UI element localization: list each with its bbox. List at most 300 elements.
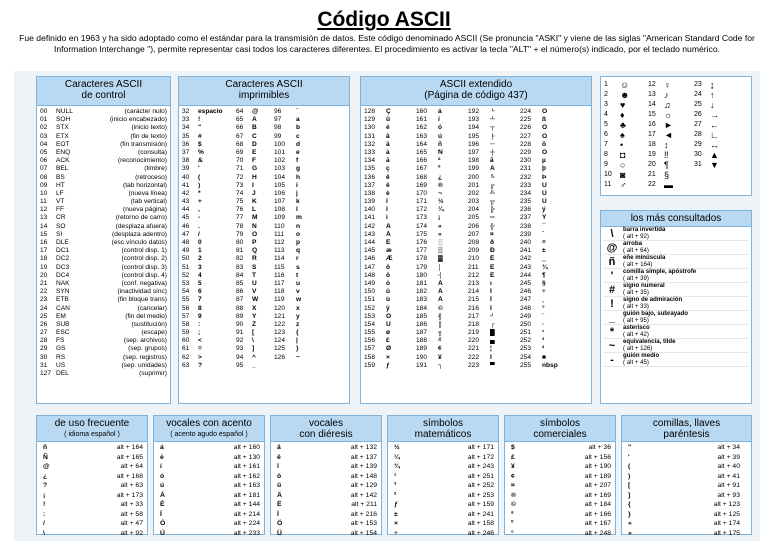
- symbol-glyph: ◙: [620, 170, 626, 180]
- cell-char: [: [252, 329, 255, 337]
- symbol-code: 6: [604, 131, 608, 138]
- cell-code: 138: [364, 189, 376, 197]
- cell-code: 186: [416, 320, 428, 328]
- cell-char: /: [43, 520, 45, 527]
- cell-code: 204: [468, 206, 480, 214]
- consulted-text: [620, 353, 659, 366]
- cell-code: 36: [182, 140, 190, 148]
- symbol-glyph: ▲: [710, 150, 719, 160]
- cell-char: H: [252, 173, 257, 181]
- cell-char: ¿: [43, 472, 48, 480]
- cell-char: ~: [296, 353, 300, 361]
- table-row: [41, 453, 143, 463]
- cell-code: alt + 47: [120, 520, 143, 527]
- cell-char: ¨: [542, 312, 545, 320]
- cell-char: Ù: [542, 198, 547, 206]
- cell-code: alt + 166: [584, 510, 611, 518]
- cell-char: ±: [394, 510, 398, 518]
- cell-char: j: [296, 189, 298, 197]
- table-row: [182, 149, 346, 157]
- cell-char: ã: [490, 157, 494, 165]
- symbol-glyph: ↔: [710, 140, 719, 150]
- cell-char: ´: [542, 230, 545, 238]
- cell-char: ─: [490, 140, 495, 148]
- cell-char: DC4: [56, 271, 70, 279]
- cell-code: 159: [364, 361, 376, 369]
- cell-code: 140: [364, 206, 376, 214]
- cell-char: ?: [43, 482, 48, 489]
- cell-code: 113: [274, 247, 285, 255]
- cell-description: (inactividad sínc): [117, 288, 167, 296]
- cell-code: 131: [364, 132, 376, 140]
- cell-code: 37: [182, 148, 190, 156]
- cell-code: 142: [364, 222, 376, 230]
- table-row: [40, 313, 167, 321]
- cell-code: 10: [40, 189, 48, 197]
- symbol-glyph: →: [710, 110, 719, 120]
- cell-code: alt + 251: [467, 472, 494, 480]
- cell-char: ¿: [438, 173, 443, 181]
- cell-char: Ø: [386, 345, 392, 353]
- cell-code: alt + 168: [116, 472, 143, 480]
- table-row: [41, 481, 143, 491]
- cell-code: 241: [520, 247, 532, 255]
- cell-char: ä: [386, 140, 390, 148]
- cell-char: ■: [542, 353, 546, 361]
- cell-code: 132: [364, 140, 376, 148]
- table-row: [182, 313, 346, 321]
- cell-char: ¾: [394, 463, 400, 470]
- cell-char: SO: [56, 222, 66, 230]
- cell-code: 247: [520, 296, 532, 304]
- table-row: [364, 182, 588, 190]
- cell-char: SOH: [56, 116, 71, 124]
- cell-description: (inicio texto): [131, 124, 167, 132]
- cell-char: c: [296, 132, 300, 140]
- symbol-row: [604, 140, 648, 150]
- table-row: [182, 264, 346, 272]
- cell-char: DEL: [56, 370, 69, 377]
- cell-code: 95: [236, 361, 244, 369]
- cell-char: 9: [198, 312, 202, 320]
- cell-char: ESC: [56, 329, 70, 337]
- cell-code: 229: [520, 148, 532, 156]
- consulted-code: ( alt + 95): [623, 316, 649, 324]
- cell-code: 145: [364, 247, 376, 255]
- cell-char: [: [628, 482, 631, 489]
- consulted-code: ( alt + 164): [623, 260, 653, 268]
- table-row: [40, 231, 167, 239]
- symbol-row: [604, 80, 648, 90]
- cell-code: alt + 33: [120, 501, 143, 508]
- table-row: [509, 462, 611, 472]
- cell-code: 110: [274, 222, 285, 230]
- cell-code: alt + 165: [116, 453, 143, 461]
- cell-char: Ê: [490, 255, 495, 263]
- symbol-code: 29: [694, 141, 702, 148]
- symbol-glyph: ♪: [664, 90, 669, 100]
- cell-char: ¯: [542, 222, 546, 230]
- table-row: [364, 280, 588, 288]
- cell-char: DC2: [56, 255, 70, 263]
- cell-code: 16: [40, 239, 48, 246]
- cell-char: ï: [277, 463, 279, 470]
- cell-char: â: [386, 132, 390, 140]
- cell-description: (reconocimiento): [117, 157, 167, 165]
- table-row: [182, 305, 346, 313]
- table-row: [275, 481, 377, 491]
- cell-code: 46: [182, 222, 190, 230]
- cell-code: 141: [364, 214, 376, 222]
- cell-char: ': [198, 165, 200, 173]
- cell-code: 118: [274, 288, 285, 296]
- math-panel: [387, 415, 499, 535]
- cell-code: 32: [182, 108, 190, 115]
- table-row: [40, 321, 167, 329]
- cell-code: 147: [364, 263, 376, 271]
- cell-char: ý: [542, 206, 546, 214]
- cell-description: (retroceso): [135, 173, 167, 181]
- cell-char: -: [198, 214, 201, 222]
- cell-code: 129: [364, 116, 376, 124]
- cell-code: 162: [416, 124, 428, 132]
- table-row: [40, 255, 167, 263]
- consulted-item: [604, 269, 748, 283]
- accent-table: [154, 442, 264, 539]
- cell-code: alt + 153: [350, 520, 377, 527]
- cell-char: Å: [386, 230, 391, 238]
- cell-code: 166: [416, 157, 428, 165]
- symbol-glyph: ↑: [710, 90, 715, 100]
- table-row: [182, 165, 346, 173]
- cell-char: À: [438, 296, 443, 304]
- cell-code: 220: [468, 337, 480, 345]
- cell-code: 26: [40, 320, 48, 328]
- cell-description: (inicio encabezado): [109, 116, 167, 124]
- cell-char: ı: [490, 279, 492, 287]
- consulted-char: -: [610, 353, 614, 366]
- cell-char: :: [198, 320, 201, 328]
- symbol-glyph: ►: [664, 120, 673, 130]
- cell-description: (sustitución): [131, 320, 167, 328]
- cell-char: ò: [386, 279, 391, 287]
- table-row: [364, 231, 588, 239]
- cell-char: $: [511, 444, 515, 451]
- table-row: [40, 116, 167, 124]
- most-consulted-panel: [600, 210, 752, 404]
- cell-code: 61: [182, 345, 190, 353]
- quotes-header: comillas, llaves paréntesis: [622, 416, 751, 442]
- table-row: [275, 453, 377, 463]
- cell-code: 45: [182, 214, 190, 222]
- cell-code: 24: [40, 304, 48, 312]
- cell-code: alt + 41: [717, 472, 740, 480]
- cell-code: 184: [416, 304, 428, 312]
- consulted-char: *: [609, 325, 615, 338]
- cell-char: ÿ: [386, 304, 390, 312]
- table-row: [392, 519, 494, 529]
- symbol-code: 23: [694, 81, 702, 88]
- cell-description: (control disp. 4): [121, 271, 167, 279]
- symbol-code: 13: [648, 91, 656, 98]
- cell-char: +: [198, 198, 202, 206]
- symbol-glyph: ♣: [620, 120, 626, 130]
- intro-text: Fue definido en 1963 y ha sido adoptado como el estándar para la transmisión de datos. Este código denominado ASCII (Se pronuncia "ASKI" y viene de las siglas "American Standard Code for Information Interchange "), permite representar casi todos los caracteres diferentes. El procedimiento es activar la tecla "ALT" + el número(s) indicado, por el teclado numérico.: [19, 33, 755, 54]
- table-row: [182, 362, 346, 370]
- table-row: [275, 443, 377, 453]
- cell-code: 66: [236, 124, 244, 132]
- cell-code: 59: [182, 329, 190, 337]
- cell-code: 211: [468, 263, 479, 271]
- consulted-char: ñ: [608, 255, 616, 268]
- cell-code: 34: [182, 124, 190, 132]
- cell-char: §: [542, 279, 546, 287]
- cell-description: (suprimir): [139, 370, 167, 377]
- cell-code: 93: [236, 345, 244, 353]
- cell-char: 0: [198, 239, 202, 246]
- cell-code: 158: [364, 353, 376, 361]
- cell-code: 156: [364, 337, 376, 345]
- cell-code: alt + 252: [467, 482, 494, 489]
- cell-description: (sep. unidades): [121, 361, 167, 369]
- cell-code: 190: [416, 353, 428, 361]
- symbol-row: [604, 150, 648, 160]
- cell-char: ]: [252, 345, 255, 353]
- cell-char: DC3: [56, 263, 70, 271]
- cell-char: R: [252, 255, 257, 263]
- table-row: [364, 329, 588, 337]
- cell-char: #: [198, 132, 202, 140]
- cell-char: Í: [490, 288, 492, 296]
- cell-code: 212: [468, 271, 480, 279]
- cell-code: 176: [416, 239, 428, 246]
- cell-code: alt + 154: [350, 529, 377, 537]
- cell-code: 188: [416, 337, 428, 345]
- cell-char: ø: [386, 329, 391, 337]
- cell-char: £: [511, 453, 515, 461]
- table-row: [158, 510, 260, 520]
- cell-code: 199: [468, 165, 480, 173]
- cell-char: (: [198, 173, 201, 181]
- cell-char: ▒: [438, 247, 443, 255]
- cell-code: 226: [520, 124, 532, 132]
- cell-char: ╦: [490, 198, 495, 206]
- table-row: [392, 510, 494, 520]
- cell-char: ë: [386, 181, 390, 189]
- cell-code: alt + 144: [233, 501, 260, 508]
- table-row: [364, 247, 588, 255]
- cell-code: alt + 159: [467, 501, 494, 508]
- cell-char: ¹: [542, 329, 545, 337]
- cell-char: EOT: [56, 140, 70, 148]
- cell-code: 194: [468, 124, 480, 132]
- cell-char: Ë: [490, 263, 495, 271]
- symbol-glyph: ☻: [620, 90, 630, 100]
- cell-code: 122: [274, 320, 286, 328]
- cell-char: °: [511, 529, 514, 537]
- cell-code: 209: [468, 247, 480, 255]
- cell-char: Á: [438, 279, 443, 287]
- cell-code: 23: [40, 296, 48, 304]
- consulted-code: ( alt + 33): [623, 302, 649, 310]
- cell-code: 249: [520, 312, 532, 320]
- cell-code: alt + 233: [233, 529, 260, 537]
- cell-char: ┬: [490, 124, 495, 132]
- table-row: [182, 272, 346, 280]
- cell-code: 89: [236, 312, 244, 320]
- cell-char: ©: [438, 304, 443, 312]
- consulted-name: barra invertida: [623, 226, 666, 233]
- consulted-name: guión medio: [623, 352, 660, 359]
- cell-code: 135: [364, 165, 376, 173]
- cell-char: Ö: [386, 312, 392, 320]
- consulted-text: [620, 269, 696, 282]
- cell-code: alt + 129: [350, 482, 377, 489]
- cell-description: (escape): [141, 329, 167, 337]
- symbol-code: 20: [648, 161, 656, 168]
- cell-code: 25: [40, 312, 48, 320]
- cell-code: alt + 36: [588, 444, 611, 451]
- cell-char: ²: [394, 491, 397, 499]
- cell-code: 126: [274, 353, 286, 361]
- dieresis-table: [271, 442, 381, 539]
- cell-char: BS: [56, 173, 65, 181]
- cell-code: 106: [274, 189, 286, 197]
- table-row: [364, 354, 588, 362]
- table-row: [509, 443, 611, 453]
- consulted-char: _: [608, 311, 616, 324]
- symbol-code: 19: [648, 151, 656, 158]
- cell-char: DC1: [56, 247, 70, 255]
- cell-char: ·: [542, 320, 545, 328]
- table-row: [182, 288, 346, 296]
- cell-code: 228: [520, 140, 532, 148]
- symbol-code: 18: [648, 141, 656, 148]
- cell-code: alt + 173: [116, 491, 143, 499]
- symbol-row: [694, 100, 744, 110]
- cell-char: =: [198, 345, 202, 353]
- table-row: [182, 223, 346, 231]
- symbol-glyph: ☺: [620, 80, 630, 90]
- cell-code: 174: [416, 222, 428, 230]
- cell-description: (sep. grupos): [128, 345, 167, 353]
- cell-description: (control disp. 2): [121, 255, 167, 263]
- table-row: [182, 239, 346, 247]
- cell-code: 252: [520, 337, 532, 345]
- cell-char: ½: [438, 198, 444, 206]
- table-row: [182, 206, 346, 214]
- table-row: [364, 296, 588, 304]
- cell-code: 117: [274, 279, 285, 287]
- cell-char: espacio: [198, 108, 223, 115]
- cell-code: 124: [274, 337, 286, 345]
- cell-code: alt + 137: [350, 453, 377, 461]
- cell-char: CAN: [56, 304, 70, 312]
- table-row: [40, 354, 167, 362]
- consulted-code: ( alt + 39): [623, 274, 649, 282]
- cell-char: a: [296, 116, 300, 124]
- cell-char: ¢: [438, 345, 442, 353]
- consulted-name: signo de admiración: [623, 296, 683, 303]
- cell-code: 233: [520, 181, 532, 189]
- extended-chars-panel: [360, 76, 592, 404]
- cell-char: °: [542, 304, 545, 312]
- cell-code: 163: [416, 132, 428, 140]
- symbol-row: [604, 180, 648, 190]
- cell-code: 152: [364, 304, 376, 312]
- cell-char: ETX: [56, 132, 69, 140]
- frequent-header: [37, 416, 147, 442]
- cell-code: alt + 93: [717, 491, 740, 499]
- cell-code: 13: [40, 214, 48, 222]
- cell-code: 111: [274, 230, 285, 238]
- cell-char: ╚: [490, 173, 495, 181]
- cell-char: è: [386, 189, 390, 197]
- table-row: [40, 264, 167, 272]
- symbol-code: 16: [648, 121, 656, 128]
- consulted-code: ( alt + 35): [623, 288, 649, 296]
- cell-code: 150: [364, 288, 376, 296]
- cell-char: ): [628, 472, 631, 480]
- cell-char: Ì: [490, 353, 492, 361]
- cell-char: ó: [160, 472, 165, 480]
- cell-char: ê: [386, 173, 390, 181]
- cell-char: (: [628, 463, 631, 470]
- table-row: [182, 337, 346, 345]
- table-row: [40, 124, 167, 132]
- symbol-code: 24: [694, 91, 702, 98]
- consulted-item: [604, 297, 748, 311]
- symbol-row: [694, 120, 744, 130]
- cell-char: Ð: [490, 247, 495, 255]
- cell-code: 60: [182, 337, 190, 345]
- cell-char: [296, 362, 324, 370]
- symbol-glyph: ♀: [664, 80, 671, 90]
- cell-code: 187: [416, 329, 428, 337]
- cell-char: Ñ: [438, 148, 443, 156]
- symbol-row: [648, 120, 694, 130]
- table-row: [275, 519, 377, 529]
- cell-char: ô: [386, 263, 391, 271]
- symbol-code: 21: [648, 171, 656, 178]
- table-row: [509, 481, 611, 491]
- cell-description: (control disp. 3): [121, 263, 167, 271]
- cell-description: (nueva página): [123, 206, 167, 214]
- cell-char: {: [628, 501, 631, 508]
- cell-description: (fin de texto): [130, 132, 167, 140]
- table-row: [182, 157, 346, 165]
- most-consulted-list: [601, 227, 751, 367]
- frequent-title: de uso frecuente: [54, 418, 130, 429]
- cell-code: 51: [182, 263, 190, 271]
- cell-char: ¥: [438, 353, 442, 361]
- extended-chars-header: ASCII extendido (Página de código 437): [361, 77, 591, 106]
- table-row: [364, 214, 588, 222]
- table-row: [41, 500, 143, 510]
- cell-description: (consulta): [138, 148, 167, 156]
- cell-code: 178: [416, 255, 428, 263]
- cell-code: 238: [520, 222, 532, 230]
- table-row: [626, 510, 747, 520]
- cell-char: Ó: [160, 520, 166, 527]
- consulted-item: [604, 227, 748, 241]
- cell-char: ╗: [438, 329, 443, 337]
- cell-char: Q: [252, 247, 258, 255]
- cell-code: 182: [416, 288, 428, 296]
- cell-code: 81: [236, 247, 244, 255]
- cell-char: ┐: [438, 361, 443, 369]
- cell-char: l: [296, 206, 298, 214]
